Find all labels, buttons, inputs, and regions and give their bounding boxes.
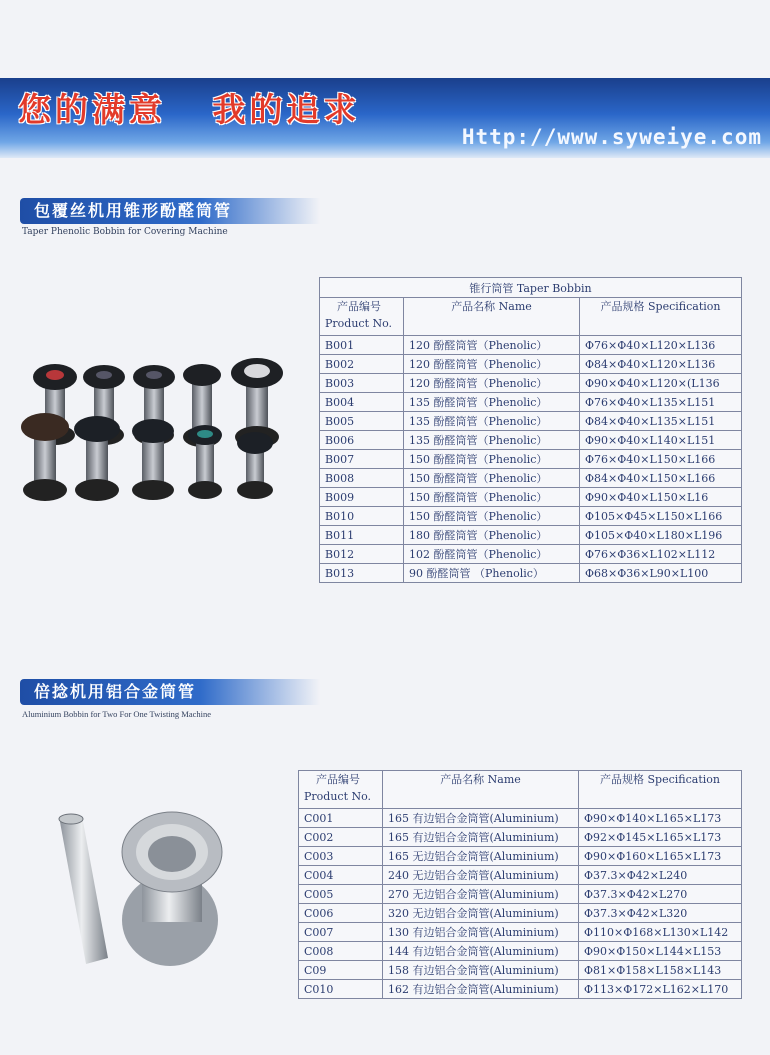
- table-row: [299, 923, 742, 942]
- cell-spec: Φ76×Φ40×L150×L166: [580, 450, 742, 469]
- cell-spec: Φ90×Φ140×L165×L173: [579, 809, 742, 828]
- table-row: [320, 431, 742, 450]
- table-row: [320, 450, 742, 469]
- cell-spec: Φ76×Φ40×L120×L136: [580, 336, 742, 355]
- cell-no: C005: [299, 885, 383, 904]
- cell-no: B007: [320, 450, 404, 469]
- section2-title: 倍捻机用铝合金筒管: [34, 682, 197, 701]
- header-spec: 产品规格 Specification: [580, 298, 742, 336]
- cell-name: 135 酚醛筒管（Phenolic）: [404, 393, 580, 412]
- banner-url[interactable]: Http://www.syweiye.com: [461, 125, 762, 149]
- cell-spec: Φ37.3×Φ42×L270: [579, 885, 742, 904]
- cell-no: C002: [299, 828, 383, 847]
- cell-no: B001: [320, 336, 404, 355]
- cell-name: 130 有边铝合金筒管(Aluminium): [383, 923, 579, 942]
- cell-no: B009: [320, 488, 404, 507]
- cell-spec: Φ76×Φ40×L135×L151: [580, 393, 742, 412]
- cell-spec: Φ105×Φ45×L150×L166: [580, 507, 742, 526]
- table-row: [320, 374, 742, 393]
- bobbin-row-front: [21, 413, 273, 501]
- cell-name: 180 酚醛筒管（Phenolic）: [404, 526, 580, 545]
- aluminium-tube: [59, 814, 108, 964]
- cell-spec: Φ90×Φ40×L120×(L136: [580, 374, 742, 393]
- table-row: [320, 412, 742, 431]
- cell-no: B010: [320, 507, 404, 526]
- cell-no: C09: [299, 961, 383, 980]
- cell-name: 135 酚醛筒管（Phenolic）: [404, 412, 580, 431]
- aluminium-bobbin-table: [298, 770, 742, 999]
- cell-no: B012: [320, 545, 404, 564]
- cell-spec: Φ105×Φ40×L180×L196: [580, 526, 742, 545]
- header-no-cn: 产品编号: [337, 300, 381, 313]
- cell-spec: Φ84×Φ40×L135×L151: [580, 412, 742, 431]
- cell-name: 320 无边铝合金筒管(Aluminium): [383, 904, 579, 923]
- table-row: [320, 469, 742, 488]
- cell-no: B008: [320, 469, 404, 488]
- cell-no: B011: [320, 526, 404, 545]
- cell-spec: Φ76×Φ36×L102×L112: [580, 545, 742, 564]
- cell-name: 135 酚醛筒管（Phenolic）: [404, 431, 580, 450]
- table-row: [320, 507, 742, 526]
- header-no-cn: 产品编号: [316, 773, 360, 786]
- table-row: [320, 336, 742, 355]
- cell-name: 120 酚醛筒管（Phenolic）: [404, 336, 580, 355]
- section1-title: 包覆丝机用锥形酚醛筒管: [34, 201, 233, 220]
- header-name: 产品名称 Name: [404, 298, 580, 336]
- table-row: [299, 904, 742, 923]
- header-spec: 产品规格 Specification: [579, 771, 742, 809]
- cell-name: 270 无边铝合金筒管(Aluminium): [383, 885, 579, 904]
- cell-spec: Φ90×Φ150×L144×L153: [579, 942, 742, 961]
- cell-spec: Φ84×Φ40×L120×L136: [580, 355, 742, 374]
- cell-spec: Φ37.3×Φ42×L240: [579, 866, 742, 885]
- table-row: [299, 866, 742, 885]
- table-row: [299, 809, 742, 828]
- cell-no: C008: [299, 942, 383, 961]
- cell-name: 144 有边铝合金筒管(Aluminium): [383, 942, 579, 961]
- section2-title-bar: [20, 679, 320, 705]
- banner-slogan: 您的满意 我的追求: [18, 90, 361, 129]
- cell-spec: Φ110×Φ168×L130×L142: [579, 923, 742, 942]
- cell-spec: Φ90×Φ160×L165×L173: [579, 847, 742, 866]
- section2-subtitle: Aluminium Bobbin for Two For One Twisting Machine: [22, 709, 212, 719]
- table-row: [299, 847, 742, 866]
- table-row: [299, 942, 742, 961]
- table-row: [299, 885, 742, 904]
- cell-no: C003: [299, 847, 383, 866]
- table-row: [299, 961, 742, 980]
- taper-bobbin-table: [319, 277, 742, 583]
- cell-name: 90 酚醛筒管 （Phenolic）: [404, 564, 580, 583]
- cell-spec: Φ81×Φ158×L158×L143: [579, 961, 742, 980]
- cell-name: 150 酚醛筒管（Phenolic）: [404, 469, 580, 488]
- header-no-en: Product No.: [325, 317, 393, 330]
- cell-spec: Φ92×Φ145×L165×L173: [579, 828, 742, 847]
- cell-name: 150 酚醛筒管（Phenolic）: [404, 507, 580, 526]
- section1-title-bar: [20, 198, 320, 224]
- cell-no: B002: [320, 355, 404, 374]
- cell-no: B003: [320, 374, 404, 393]
- cell-spec: Φ37.3×Φ42×L320: [579, 904, 742, 923]
- cell-name: 102 酚醛筒管（Phenolic）: [404, 545, 580, 564]
- cell-name: 165 有边铝合金筒管(Aluminium): [383, 828, 579, 847]
- cell-name: 165 有边铝合金筒管(Aluminium): [383, 809, 579, 828]
- header-name: 产品名称 Name: [383, 771, 579, 809]
- aluminium-bobbins-photo: [50, 810, 230, 970]
- cell-name: 150 酚醛筒管（Phenolic）: [404, 450, 580, 469]
- header-product-no: [320, 298, 404, 336]
- aluminium-flanged-bobbin: [122, 812, 222, 966]
- cell-no: C006: [299, 904, 383, 923]
- table-row: [299, 828, 742, 847]
- cell-spec: Φ90×Φ40×L140×L151: [580, 431, 742, 450]
- table-row: [320, 355, 742, 374]
- table-body: [299, 809, 742, 999]
- table-row: [320, 393, 742, 412]
- cell-no: B006: [320, 431, 404, 450]
- cell-no: C007: [299, 923, 383, 942]
- cell-name: 158 有边铝合金筒管(Aluminium): [383, 961, 579, 980]
- cell-no: B005: [320, 412, 404, 431]
- cell-name: 120 酚醛筒管（Phenolic）: [404, 355, 580, 374]
- table-row: [299, 980, 742, 999]
- cell-spec: Φ113×Φ172×L162×L170: [579, 980, 742, 999]
- cell-no: C010: [299, 980, 383, 999]
- cell-spec: Φ84×Φ40×L150×L166: [580, 469, 742, 488]
- cell-name: 240 无边铝合金筒管(Aluminium): [383, 866, 579, 885]
- cell-name: 162 有边铝合金筒管(Aluminium): [383, 980, 579, 999]
- cell-name: 120 酚醛筒管（Phenolic）: [404, 374, 580, 393]
- phenolic-bobbins-photo: [20, 355, 292, 505]
- cell-no: B013: [320, 564, 404, 583]
- cell-spec: Φ68×Φ36×L90×L100: [580, 564, 742, 583]
- cell-no: B004: [320, 393, 404, 412]
- table-row: [320, 564, 742, 583]
- cell-no: C004: [299, 866, 383, 885]
- table-caption: 锥行筒管 Taper Bobbin: [320, 278, 742, 298]
- cell-name: 165 无边铝合金筒管(Aluminium): [383, 847, 579, 866]
- cell-no: C001: [299, 809, 383, 828]
- cell-name: 150 酚醛筒管（Phenolic）: [404, 488, 580, 507]
- cell-spec: Φ90×Φ40×L150×L16: [580, 488, 742, 507]
- table-row: [320, 526, 742, 545]
- header-product-no: [299, 771, 383, 809]
- header-no-en: Product No.: [304, 790, 372, 803]
- table-body: [320, 336, 742, 583]
- section1-subtitle: Taper Phenolic Bobbin for Covering Machine: [22, 227, 228, 237]
- table-row: [320, 488, 742, 507]
- table-row: [320, 545, 742, 564]
